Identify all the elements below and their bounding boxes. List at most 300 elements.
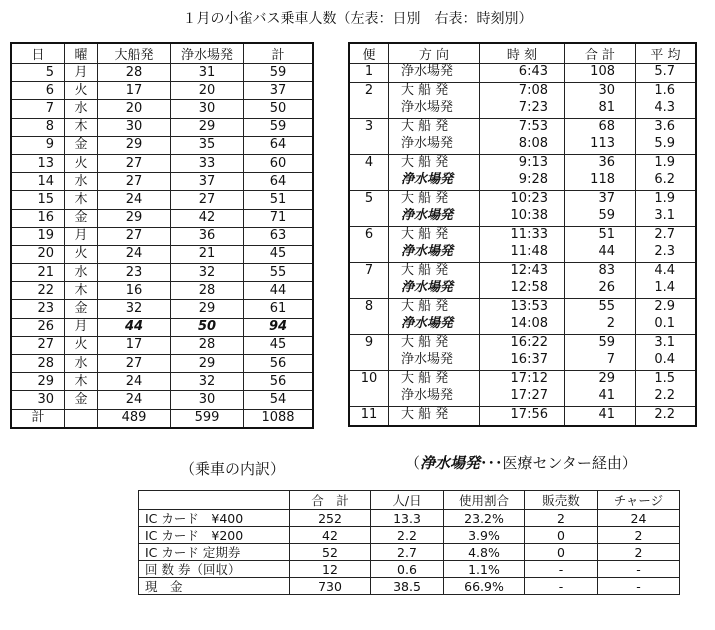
usage-row [139,527,680,544]
direction-cell [389,407,480,427]
sum-line: 59 [598,335,615,350]
usage-label: 現 金 [139,578,290,595]
daily-row [11,136,313,154]
sum-line: 51 [598,227,615,242]
direction-cell [389,119,480,155]
avg-line: 3.6 [654,119,675,134]
direction-line: 大 船 発 [401,227,449,242]
time-line: 14:08 [510,315,548,331]
daily-row [11,154,313,172]
day-cell: 20 [11,245,65,263]
day-cell: 23 [11,300,65,318]
usage-sold: - [525,561,598,578]
weekday-cell: 木 [65,118,98,136]
avg-line: 2.2 [654,407,675,422]
avg-cell [636,335,697,371]
day-cell: 15 [11,191,65,209]
total-cell: 50 [244,100,314,118]
direction-line: 浄水場発 [401,207,454,223]
time-cell [480,155,565,191]
usage-table [138,490,680,595]
ofuna-cell: 20 [98,100,171,118]
direction-cell [389,335,480,371]
josui-cell: 33 [171,154,244,172]
sum-cell [565,64,636,83]
total-cell: 63 [244,227,314,245]
avg-line: 3.1 [654,335,675,350]
ofuna-cell: 32 [98,300,171,318]
weekday-cell: 木 [65,373,98,391]
sum-line: 113 [590,135,615,151]
daily-row [11,336,313,354]
avg-line: 4.4 [654,263,675,278]
avg-cell [636,191,697,227]
usage-charge: 24 [598,510,680,527]
col-usage-total: 合 計 [290,491,371,510]
usage-charge: - [598,578,680,595]
sum-cell [565,335,636,371]
josui-cell: 30 [171,100,244,118]
bin-cell: 2 [349,83,389,119]
usage-row [139,561,680,578]
bin-cell: 1 [349,64,389,83]
sum-line: 108 [590,64,615,79]
sum-line: 7 [606,351,615,367]
bin-cell: 5 [349,191,389,227]
day-cell: 6 [11,82,65,100]
time-cell [480,227,565,263]
total-cell: 54 [244,391,314,409]
weekday-cell: 水 [65,173,98,191]
day-cell: 21 [11,264,65,282]
weekday-cell: 木 [65,282,98,300]
col-josui: 浄水場発 [171,43,244,64]
avg-line: 6.2 [654,171,675,187]
day-cell: 29 [11,373,65,391]
usage-per-day: 2.7 [371,544,444,561]
direction-line: 大 船 発 [401,119,449,134]
day-cell: 9 [11,136,65,154]
sum-line: 44 [598,243,615,259]
direction-cell [389,64,480,83]
hourly-header-row [349,43,696,64]
sum-cell [565,299,636,335]
avg-line: 0.4 [654,351,675,367]
daily-row [11,318,313,336]
josui-cell: 29 [171,300,244,318]
col-label [139,491,290,510]
direction-line: 浄水場発 [401,64,454,79]
time-cell [480,371,565,407]
ofuna-cell: 16 [98,282,171,300]
usage-ratio: 23.2% [444,510,525,527]
direction-line: 大 船 発 [401,335,449,350]
direction-cell [389,299,480,335]
daily-row [11,245,313,263]
usage-sold: 0 [525,527,598,544]
col-sold: 販売数 [525,491,598,510]
ofuna-cell: 29 [98,209,171,227]
daily-row [11,227,313,245]
day-cell: 7 [11,100,65,118]
direction-line: 大 船 発 [401,83,449,98]
hourly-row [349,191,696,227]
day-cell: 19 [11,227,65,245]
ofuna-cell: 24 [98,373,171,391]
direction-line: 浄水場発 [401,315,454,331]
col-bin: 便 [349,43,389,64]
direction-cell [389,371,480,407]
col-avg: 平 均 [636,43,697,64]
avg-cell [636,263,697,299]
josui-cell: 31 [171,64,244,82]
daily-row [11,391,313,409]
hourly-row [349,299,696,335]
time-cell [480,335,565,371]
total-cell: 45 [244,245,314,263]
josui-cell: 21 [171,245,244,263]
time-line: 12:58 [510,279,548,295]
bin-cell: 11 [349,407,389,427]
hourly-row [349,64,696,83]
day-cell: 27 [11,336,65,354]
direction-line: 大 船 発 [401,263,449,278]
time-line: 7:53 [518,119,548,134]
day-cell: 8 [11,118,65,136]
total-ofuna: 489 [98,409,171,428]
usage-ratio: 66.9% [444,578,525,595]
weekday-cell: 火 [65,336,98,354]
weekday-cell: 月 [65,227,98,245]
avg-line: 2.7 [654,227,675,242]
daily-row [11,355,313,373]
bin-cell: 6 [349,227,389,263]
josui-cell: 28 [171,282,244,300]
josui-cell: 42 [171,209,244,227]
bin-cell: 8 [349,299,389,335]
time-line: 7:23 [518,99,548,115]
usage-total: 12 [290,561,371,578]
time-line: 17:27 [510,387,548,403]
day-cell: 30 [11,391,65,409]
direction-cell [389,191,480,227]
hourly-row [349,155,696,191]
direction-line: 浄水場発 [401,279,454,295]
hourly-row [349,83,696,119]
ofuna-cell: 23 [98,264,171,282]
daily-table [10,42,314,429]
avg-line: 2.3 [654,243,675,259]
sum-line: 30 [598,83,615,98]
ofuna-cell: 44 [98,318,171,336]
route-note-open: （ [405,454,421,472]
josui-cell: 29 [171,355,244,373]
time-line: 9:13 [518,155,548,170]
day-cell: 13 [11,154,65,172]
direction-cell [389,83,480,119]
sum-cell [565,263,636,299]
avg-cell [636,227,697,263]
total-cell: 59 [244,64,314,82]
time-line: 16:37 [510,351,548,367]
sum-line: 68 [598,119,615,134]
daily-header-row [11,43,313,64]
day-cell: 26 [11,318,65,336]
sum-line: 37 [598,191,615,206]
sum-line: 81 [598,99,615,115]
direction-cell [389,155,480,191]
usage-sold: 0 [525,544,598,561]
total-cell: 55 [244,264,314,282]
usage-ratio: 3.9% [444,527,525,544]
sum-line: 41 [598,387,615,403]
usage-total: 730 [290,578,371,595]
usage-ratio: 1.1% [444,561,525,578]
direction-line: 浄水場発 [401,387,454,403]
weekday-cell: 金 [65,300,98,318]
ofuna-cell: 17 [98,82,171,100]
direction-line: 大 船 発 [401,407,449,422]
usage-total: 52 [290,544,371,561]
daily-total-row [11,409,313,428]
daily-row [11,173,313,191]
weekday-cell: 水 [65,100,98,118]
direction-line: 大 船 発 [401,155,449,170]
direction-line: 大 船 発 [401,371,449,386]
bin-cell: 9 [349,335,389,371]
bin-cell: 3 [349,119,389,155]
sum-line: 59 [598,207,615,223]
time-line: 11:33 [510,227,548,242]
avg-line: 1.9 [654,155,675,170]
weekday-cell: 火 [65,154,98,172]
ofuna-cell: 30 [98,118,171,136]
sum-line: 41 [598,407,615,422]
breakdown-title: （乗車の内訳） [180,460,286,478]
time-line: 10:38 [510,207,548,223]
josui-cell: 27 [171,191,244,209]
total-cell: 94 [244,318,314,336]
sum-line: 2 [606,315,615,331]
usage-row [139,510,680,527]
weekday-cell: 火 [65,245,98,263]
daily-row [11,373,313,391]
ofuna-cell: 27 [98,355,171,373]
josui-cell: 30 [171,391,244,409]
day-cell: 14 [11,173,65,191]
col-day: 日 [11,43,65,64]
total-cell: 64 [244,173,314,191]
direction-line: 浄水場発 [401,351,454,367]
avg-line: 5.9 [654,135,675,151]
time-line: 13:53 [510,299,548,314]
bin-cell: 4 [349,155,389,191]
route-note-station: 浄水場発 [420,454,481,472]
daily-row [11,64,313,82]
direction-line: 浄水場発 [401,171,454,187]
daily-row [11,209,313,227]
daily-row [11,282,313,300]
daily-row [11,82,313,100]
route-note [405,452,637,473]
weekday-cell: 金 [65,136,98,154]
sum-cell [565,191,636,227]
col-time: 時 刻 [480,43,565,64]
direction-line: 大 船 発 [401,191,449,206]
time-line: 17:12 [510,371,548,386]
sum-line: 83 [598,263,615,278]
usage-charge: 2 [598,527,680,544]
avg-line: 1.6 [654,83,675,98]
usage-per-day: 38.5 [371,578,444,595]
total-cell: 51 [244,191,314,209]
bin-cell: 10 [349,371,389,407]
ofuna-cell: 27 [98,173,171,191]
col-weekday: 曜 [65,43,98,64]
hourly-row [349,371,696,407]
usage-sold: - [525,578,598,595]
time-cell [480,83,565,119]
avg-cell [636,371,697,407]
avg-line: 2.9 [654,299,675,314]
ofuna-cell: 27 [98,227,171,245]
avg-cell [636,155,697,191]
time-line: 8:08 [518,135,548,151]
weekday-cell: 水 [65,264,98,282]
hourly-row [349,407,696,427]
josui-cell: 36 [171,227,244,245]
direction-cell [389,227,480,263]
usage-label: IC カード 定期券 [139,544,290,561]
usage-total: 252 [290,510,371,527]
day-cell: 16 [11,209,65,227]
direction-cell [389,263,480,299]
total-empty-cell [65,409,98,428]
sum-line: 118 [590,171,615,187]
usage-total: 42 [290,527,371,544]
sum-cell [565,119,636,155]
total-cell: 71 [244,209,314,227]
col-sum: 合 計 [565,43,636,64]
weekday-cell: 木 [65,191,98,209]
sum-cell [565,83,636,119]
josui-cell: 37 [171,173,244,191]
usage-charge: 2 [598,544,680,561]
hourly-row [349,335,696,371]
weekday-cell: 火 [65,82,98,100]
avg-cell [636,83,697,119]
avg-line: 1.5 [654,371,675,386]
time-line: 9:28 [518,171,548,187]
col-ratio: 使用割合 [444,491,525,510]
avg-line: 4.3 [654,99,675,115]
sum-cell [565,407,636,427]
weekday-cell: 月 [65,64,98,82]
total-cell: 37 [244,82,314,100]
avg-cell [636,407,697,427]
sum-cell [565,155,636,191]
avg-line: 1.9 [654,191,675,206]
day-cell: 5 [11,64,65,82]
daily-row [11,191,313,209]
josui-cell: 32 [171,264,244,282]
josui-cell: 29 [171,118,244,136]
avg-cell [636,119,697,155]
ofuna-cell: 24 [98,191,171,209]
col-ofuna: 大船発 [98,43,171,64]
time-cell [480,407,565,427]
time-line: 17:56 [510,407,548,422]
time-line: 7:08 [518,83,548,98]
sum-cell [565,371,636,407]
total-josui: 599 [171,409,244,428]
usage-per-day: 13.3 [371,510,444,527]
usage-ratio: 4.8% [444,544,525,561]
total-sum: 1088 [244,409,314,428]
josui-cell: 32 [171,373,244,391]
total-cell: 45 [244,336,314,354]
josui-cell: 50 [171,318,244,336]
time-line: 10:23 [510,191,548,206]
avg-line: 1.4 [654,279,675,295]
route-note-text: ･･･医療センター経由） [480,454,637,472]
usage-row [139,544,680,561]
time-line: 12:43 [510,263,548,278]
usage-per-day: 2.2 [371,527,444,544]
usage-charge: - [598,561,680,578]
weekday-cell: 金 [65,209,98,227]
page-title: １月の小雀バス乗車人数（左表：日別 右表：時刻別） [182,11,533,27]
day-cell: 28 [11,355,65,373]
daily-row [11,100,313,118]
time-line: 16:22 [510,335,548,350]
avg-line: 0.1 [654,315,675,331]
hourly-row [349,119,696,155]
avg-cell [636,64,697,83]
josui-cell: 20 [171,82,244,100]
sum-line: 36 [598,155,615,170]
hourly-row [349,227,696,263]
weekday-cell: 水 [65,355,98,373]
total-cell: 61 [244,300,314,318]
time-cell [480,191,565,227]
ofuna-cell: 28 [98,64,171,82]
usage-label: IC カード ¥400 [139,510,290,527]
time-cell [480,263,565,299]
col-per-day: 人/日 [371,491,444,510]
hourly-table [348,42,697,427]
col-direction: 方 向 [389,43,480,64]
direction-line: 浄水場発 [401,99,454,115]
sum-line: 55 [598,299,615,314]
ofuna-cell: 24 [98,391,171,409]
sum-line: 26 [598,279,615,295]
weekday-cell: 月 [65,318,98,336]
direction-line: 浄水場発 [401,135,454,151]
time-line: 11:48 [510,243,548,259]
usage-row [139,578,680,595]
ofuna-cell: 27 [98,154,171,172]
avg-line: 5.7 [654,64,675,79]
avg-line: 3.1 [654,207,675,223]
total-cell: 59 [244,118,314,136]
sum-cell [565,227,636,263]
direction-line: 浄水場発 [401,243,454,259]
ofuna-cell: 29 [98,136,171,154]
ofuna-cell: 17 [98,336,171,354]
time-cell [480,299,565,335]
weekday-cell: 金 [65,391,98,409]
